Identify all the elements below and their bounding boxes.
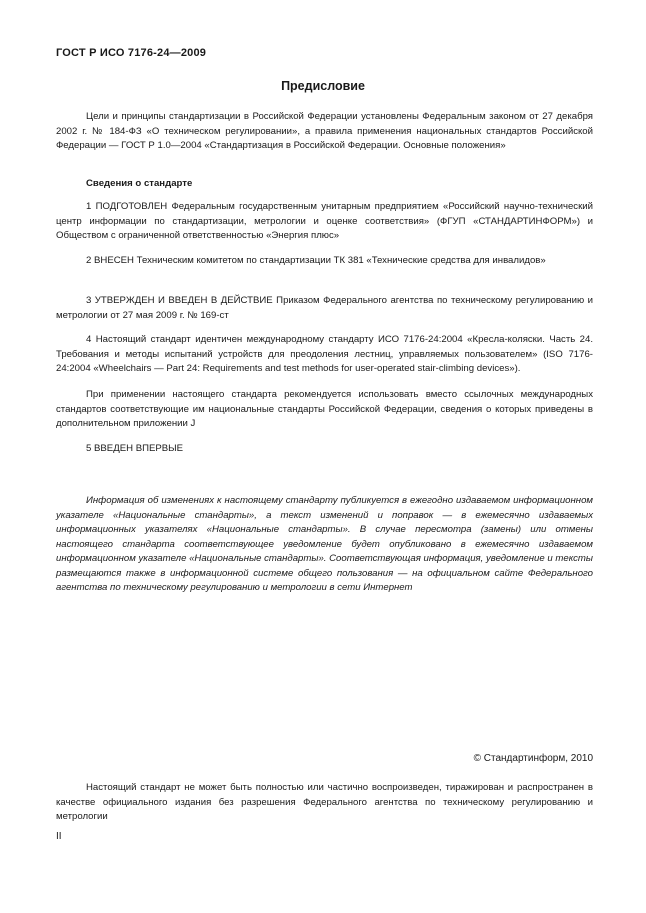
- item-4-identical: 4 Настоящий стандарт идентичен международному стандарту ИСО 7176-24:2004 «Кресла-коляски. Часть 24. Требования и методы испытаний устройств для преодоления лестниц, управляемых пользователем» (ISO 7176-24:2004 «Wheelchairs — Part 24: Requirements and test methods for user-operated stair-climbing devices»).: [56, 334, 593, 374]
- section-heading: Сведения о стандарте: [86, 178, 193, 189]
- item-5-first-introduced: 5 ВВЕДЕН ВПЕРВЫЕ: [86, 443, 184, 454]
- copyright-line: © Стандартинформ, 2010: [473, 753, 593, 764]
- info-notice: Информация об изменениях к настоящему стандарту публикуется в ежегодно издаваемом информационном указателе «Национальные стандарты», а текст изменений и поправок — в ежемесячно издаваемых информационных указателях «Национальные стандарты». В случае пересмотра (замены) или отмены настоящего стандарта соответствующее уведомление будет опубликовано в ежемесячно издаваемом информационном указателе «Национальные стандарты». Соответствующая информация, уведомление и тексты размещаются также в информационной системе общего пользования — на официальном сайте Федерального агентства по техническому регулированию и метрологии в сети Интернет: [56, 495, 593, 593]
- page-title: Предисловие: [281, 79, 365, 93]
- item-2-submitted: 2 ВНЕСЕН Техническим комитетом по стандартизации ТК 381 «Технические средства для инвалидов»: [86, 255, 546, 266]
- item-4-note: При применении настоящего стандарта рекомендуется использовать вместо ссылочных международных стандартов соответствующие им национальные стандарты Российской Федерации, сведения о которых приведены в дополнительном приложении J: [56, 389, 593, 429]
- document-header: ГОСТ Р ИСО 7176-24—2009: [56, 47, 207, 59]
- page-number: II: [56, 831, 62, 842]
- intro-paragraph: Цели и принципы стандартизации в Российской Федерации установлены Федеральным законом от 27 декабря 2002 г. № 184-ФЗ «О техническом регулировании», а правила применения национальных стандартов Российской Федерации — ГОСТ Р 1.0—2004 «Стандартизация в Российской Федерации. Основные положения»: [56, 111, 593, 151]
- item-3-approved: 3 УТВЕРЖДЕН И ВВЕДЕН В ДЕЙСТВИЕ Приказом Федерального агентства по техническому регулированию и метрологии от 27 мая 2009 г. № 169-ст: [56, 295, 593, 321]
- item-1-prepared: 1 ПОДГОТОВЛЕН Федеральным государственным унитарным предприятием «Российский научно-технический центр информации по стандартизации, метрологии и оценке соответствия» (ФГУП «СТАНДАРТИНФОРМ») и Обществом с ограниченной ответственностью «Энергия плюс»: [56, 201, 593, 241]
- reproduction-notice: Настоящий стандарт не может быть полностью или частично воспроизведен, тиражирован и распространен в качестве официального издания без разрешения Федерального агентства по техническому регулированию и метрологии: [56, 782, 593, 822]
